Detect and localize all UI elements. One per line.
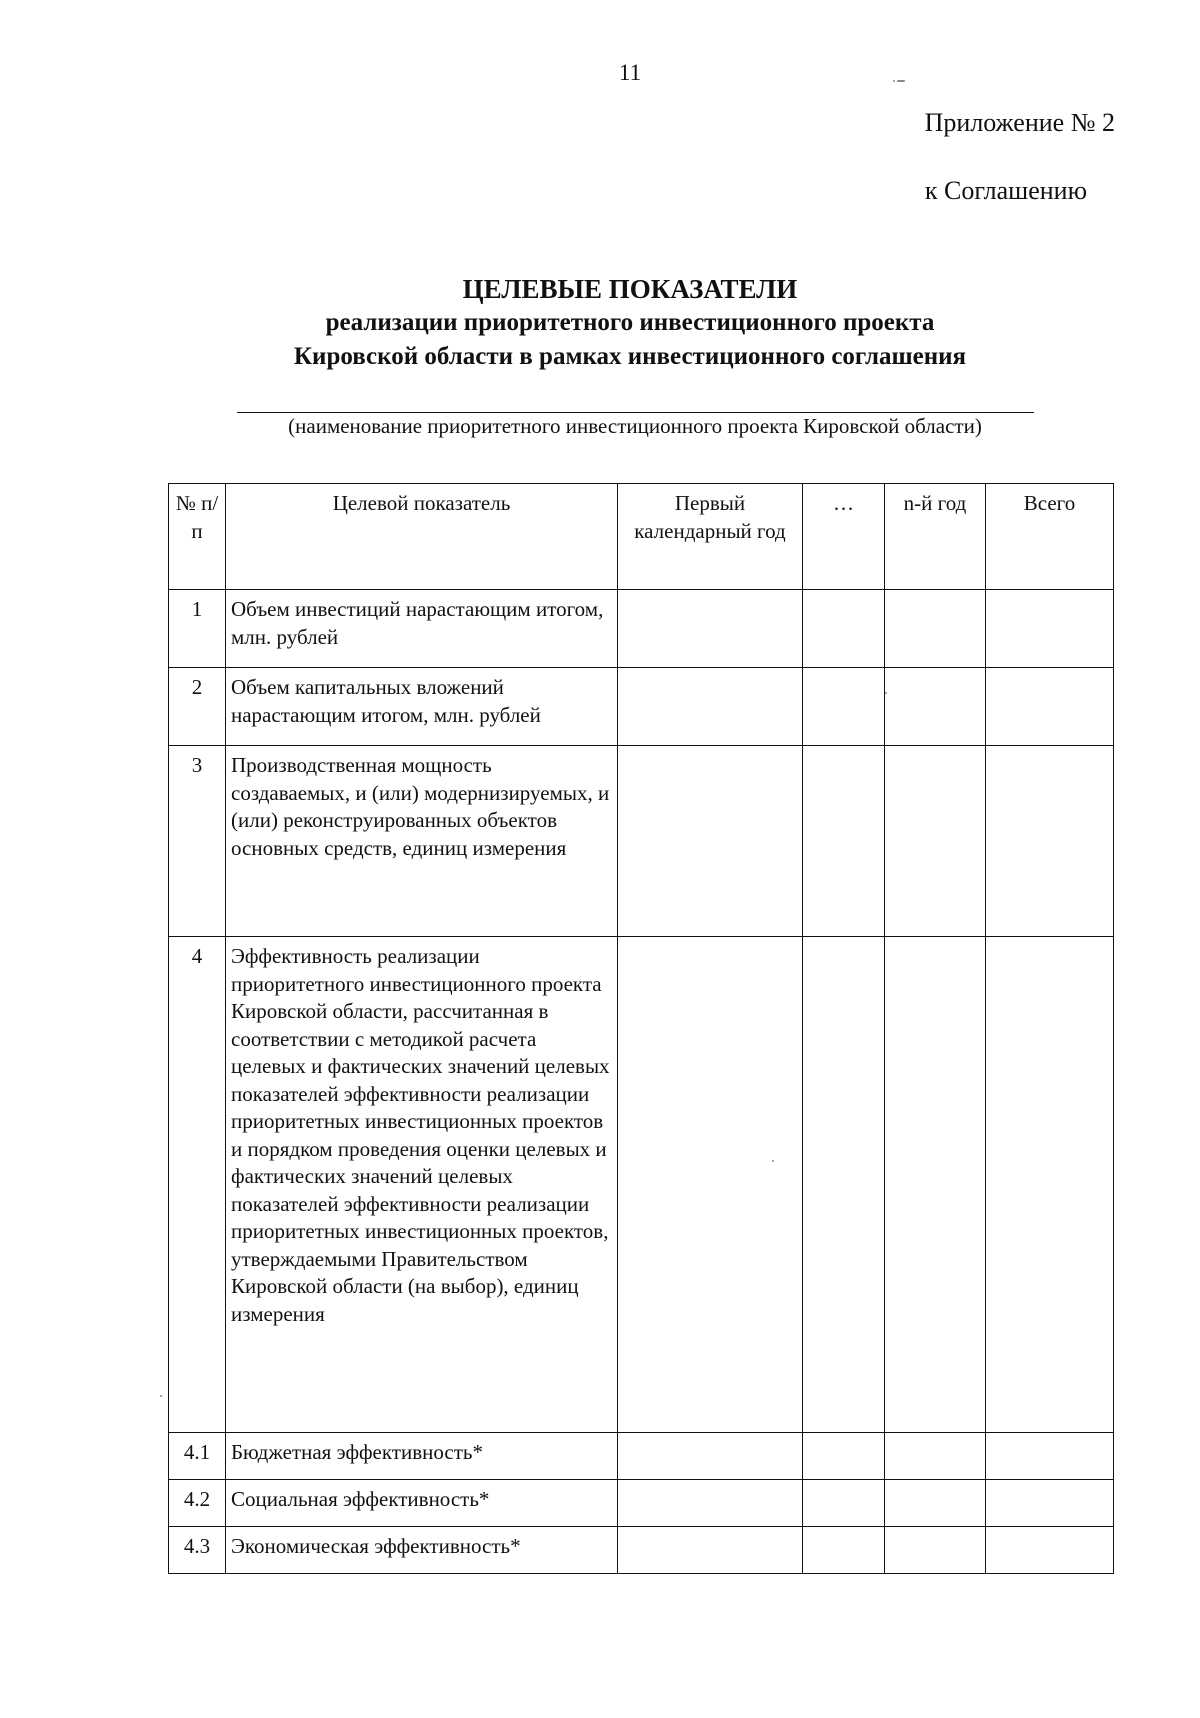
scan-speck: [160, 1395, 162, 1397]
header-total: Всего: [986, 484, 1114, 590]
cell-n-year: [885, 668, 986, 746]
table-row: [169, 1433, 1114, 1480]
indicators-table: [168, 483, 1114, 1574]
cell-first-year: [618, 746, 803, 937]
cell-first-year: [618, 937, 803, 1433]
row-indicator: Объем инвестиций нарастающим итогом, млн. рублей: [226, 590, 618, 668]
table-row: [169, 746, 1114, 937]
cell-total: [986, 668, 1114, 746]
cell-total: [986, 590, 1114, 668]
table-header-row: [169, 484, 1114, 590]
row-num: 4.3: [169, 1527, 226, 1574]
cell-first-year: [618, 668, 803, 746]
cell-first-year: [618, 1527, 803, 1574]
cell-ellipsis: [803, 668, 885, 746]
cell-first-year: [618, 1433, 803, 1480]
table-row: [169, 1527, 1114, 1574]
cell-total: [986, 1480, 1114, 1527]
row-indicator: Производственная мощность создаваемых, и (или) модернизируемых, и (или) реконструированных объектов основных средств, единиц измерения: [226, 746, 618, 937]
scan-speck: [885, 692, 887, 694]
title-line-3: Кировской области в рамках инвестиционного соглашения: [293, 343, 967, 370]
row-indicator: Эффективность реализации приоритетного инвестиционного проекта Кировской области, рассчитанная в соответствии с методикой расчета целевых и фактических значений целевых показателей эффективности реализации приоритетных инвестиционных проектов и порядком проведения оценки целевых и фактических значений целевых показателей эффективности реализации приоритетных инвестиционных проектов, утверждаемыми Правительством Кировской области (на выбор), единиц измерения: [226, 937, 618, 1433]
cell-n-year: [885, 1433, 986, 1480]
cell-ellipsis: [803, 1433, 885, 1480]
scan-speck: [897, 80, 905, 82]
row-num: 4.1: [169, 1433, 226, 1480]
table-row: [169, 668, 1114, 746]
scan-speck: [893, 80, 895, 82]
cell-ellipsis: [803, 590, 885, 668]
cell-n-year: [885, 1527, 986, 1574]
cell-ellipsis: [803, 746, 885, 937]
row-num: 4.2: [169, 1480, 226, 1527]
cell-ellipsis: [803, 937, 885, 1433]
row-num: 4: [169, 937, 226, 1433]
cell-total: [986, 746, 1114, 937]
appendix-label: Приложение № 2: [924, 108, 1115, 137]
cell-total: [986, 937, 1114, 1433]
title-line-1: ЦЕЛЕВЫЕ ПОКАЗАТЕЛИ: [462, 274, 798, 304]
table-row: [169, 937, 1114, 1433]
cell-ellipsis: [803, 1480, 885, 1527]
row-indicator: Объем капитальных вложений нарастающим итогом, млн. рублей: [226, 668, 618, 746]
header-indicator: Целевой показатель: [226, 484, 618, 590]
row-num: 3: [169, 746, 226, 937]
row-indicator: Социальная эффективность*: [226, 1480, 618, 1527]
header-num: № п/п: [169, 484, 226, 590]
project-name-line: [237, 412, 1034, 413]
project-name-caption: (наименование приоритетного инвестиционного проекта Кировской области): [288, 414, 982, 438]
document-title: [230, 272, 1030, 374]
row-indicator: Экономическая эффективность*: [226, 1527, 618, 1574]
cell-n-year: [885, 746, 986, 937]
scan-speck: [772, 1160, 774, 1162]
table-row: [169, 590, 1114, 668]
cell-first-year: [618, 1480, 803, 1527]
cell-n-year: [885, 1480, 986, 1527]
cell-n-year: [885, 937, 986, 1433]
header-n-year: n-й год: [885, 484, 986, 590]
page-number: 11: [618, 60, 642, 85]
table-row: [169, 1480, 1114, 1527]
title-line-2: реализации приоритетного инвестиционного проекта: [325, 309, 935, 336]
cell-total: [986, 1433, 1114, 1480]
header-first-year: Первый календарный год: [618, 484, 803, 590]
cell-first-year: [618, 590, 803, 668]
header-ellipsis: …: [803, 484, 885, 590]
to-agreement-label: к Соглашению: [924, 176, 1087, 205]
row-num: 1: [169, 590, 226, 668]
row-num: 2: [169, 668, 226, 746]
cell-ellipsis: [803, 1527, 885, 1574]
cell-total: [986, 1527, 1114, 1574]
cell-n-year: [885, 590, 986, 668]
row-indicator: Бюджетная эффективность*: [226, 1433, 618, 1480]
